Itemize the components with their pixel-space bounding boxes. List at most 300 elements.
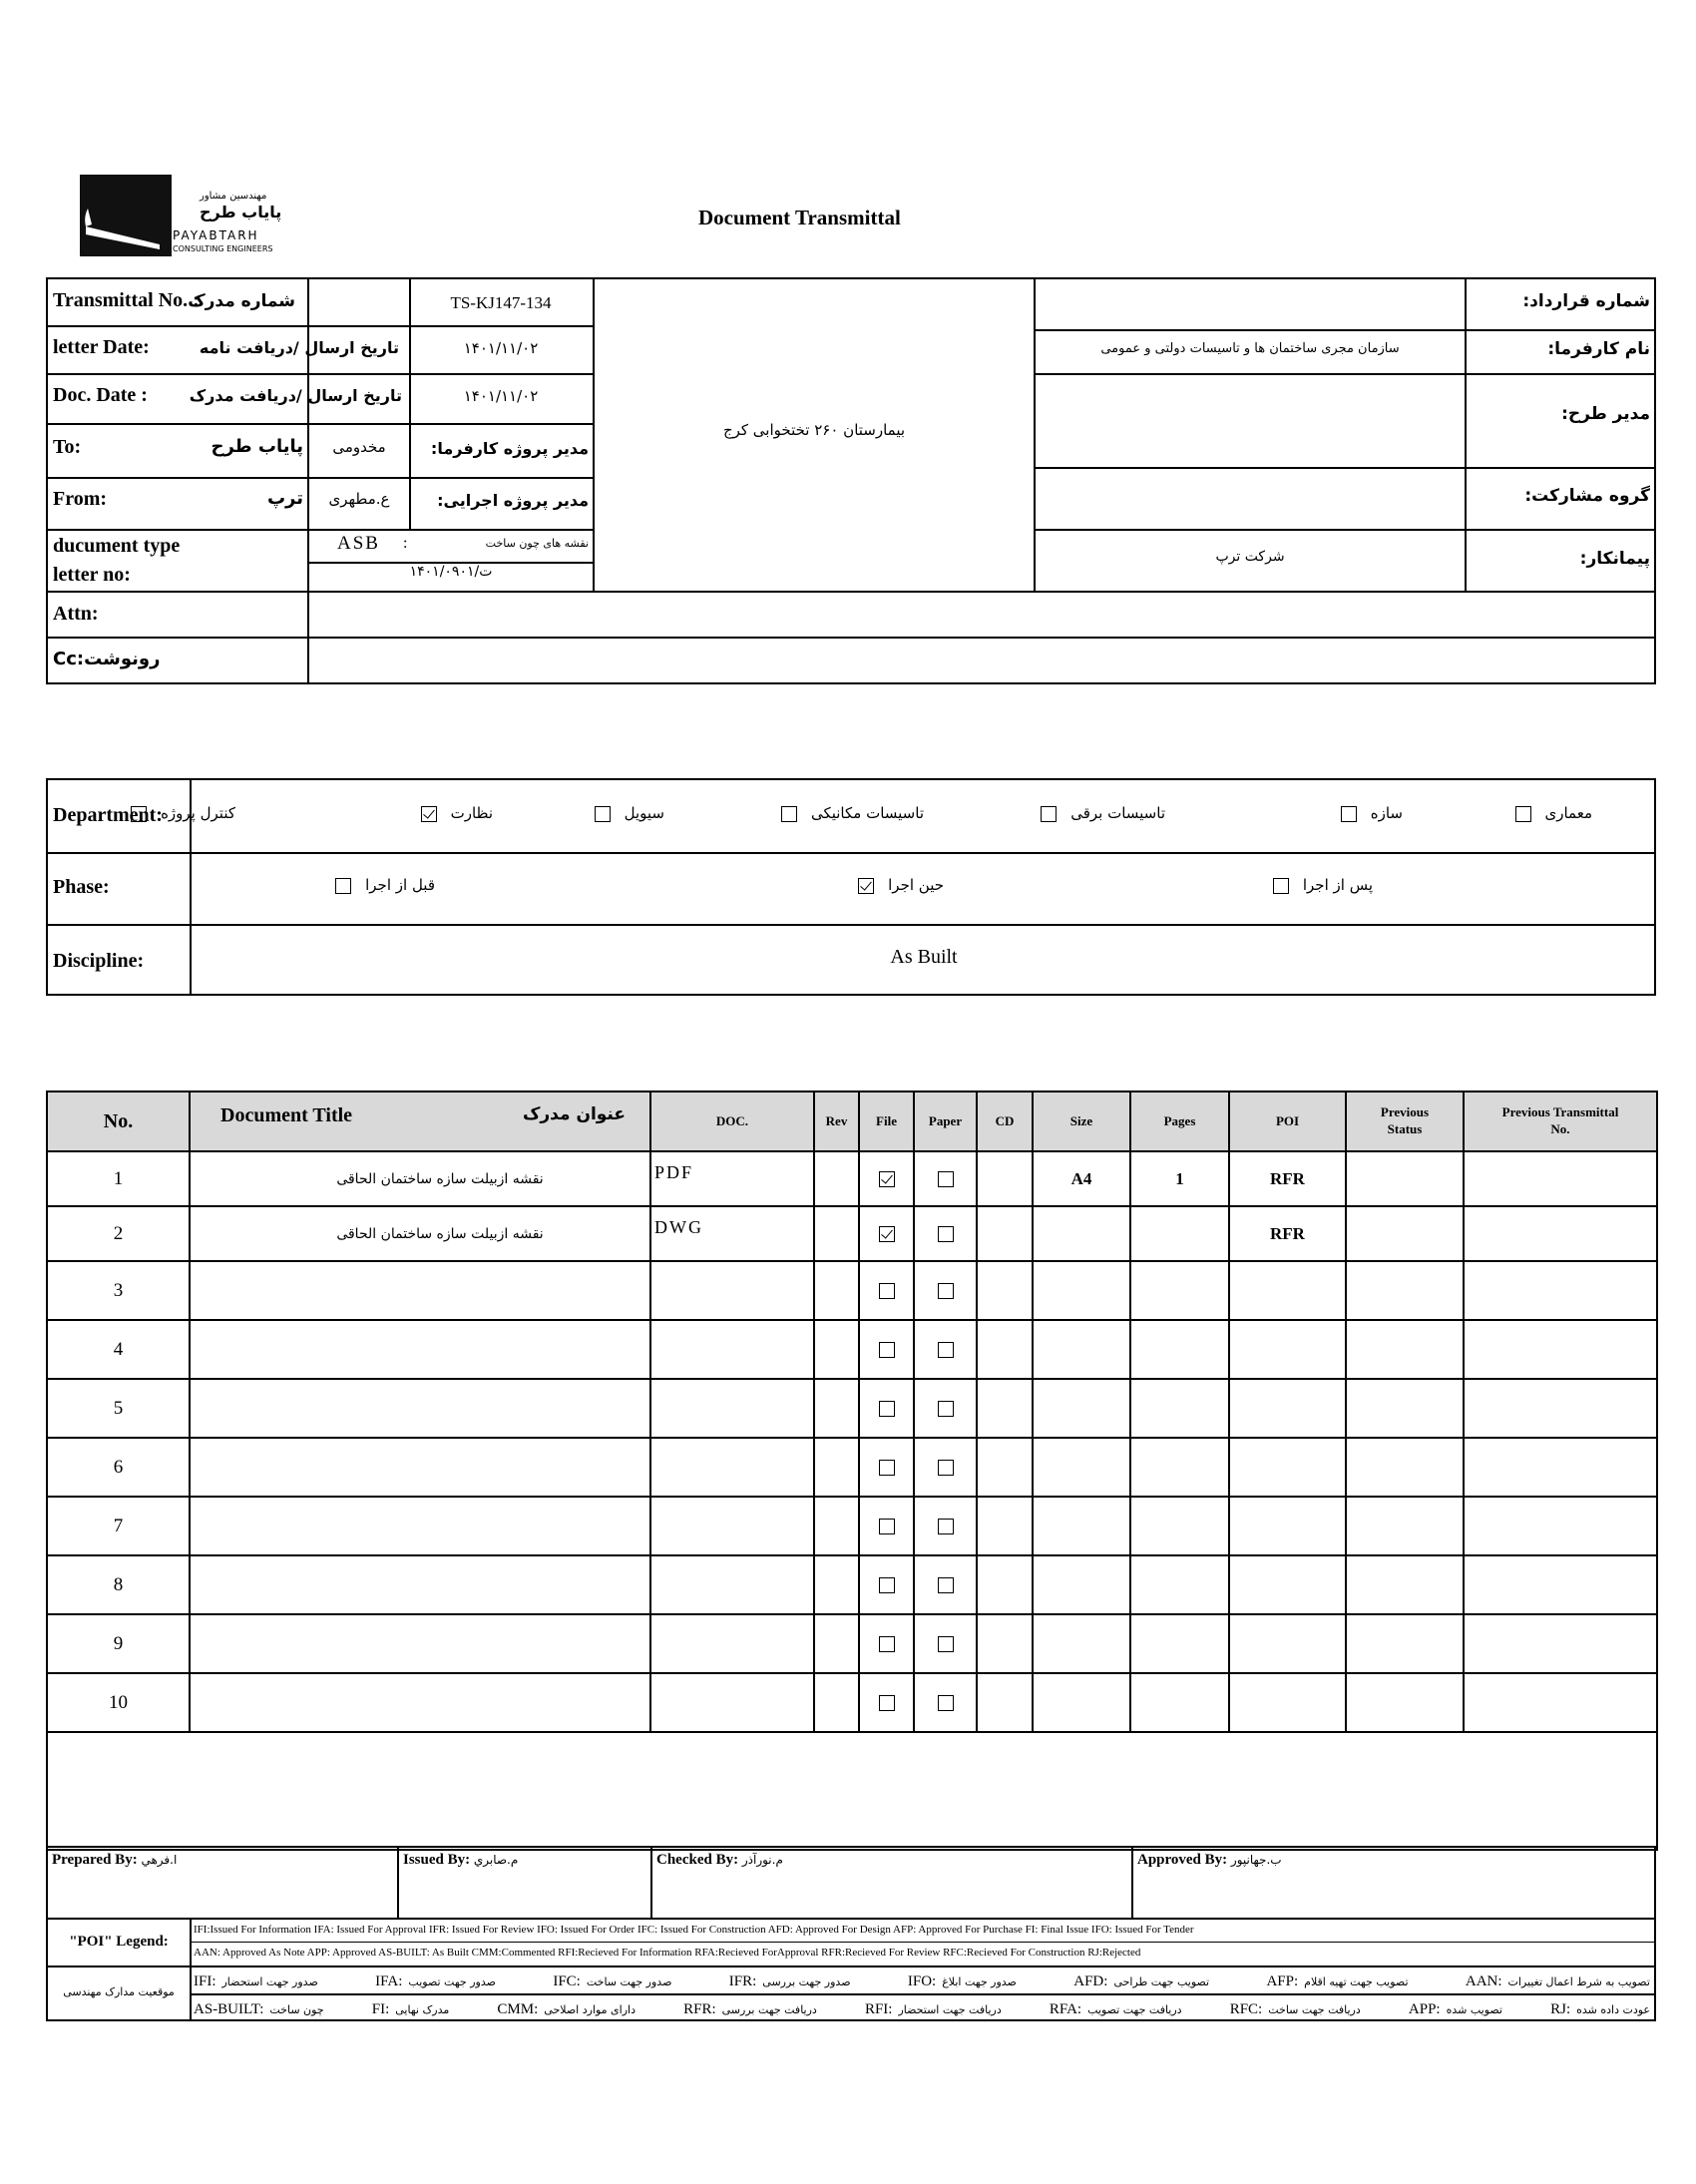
row-rev — [814, 1614, 859, 1673]
row-prev-transmittal — [1464, 1614, 1657, 1673]
row-poi — [1229, 1614, 1346, 1673]
row-poi: RFR — [1229, 1206, 1346, 1261]
row-doc — [650, 1497, 814, 1555]
row-file[interactable] — [859, 1151, 914, 1206]
row-file[interactable] — [859, 1438, 914, 1497]
company-logo — [80, 175, 309, 259]
row-title — [190, 1261, 650, 1320]
col-cd: CD — [977, 1092, 1033, 1151]
row-prev-transmittal — [1464, 1379, 1657, 1438]
row-rev — [814, 1555, 859, 1614]
file-checkbox[interactable] — [879, 1577, 895, 1593]
department-option-label: معماری — [1544, 804, 1592, 822]
row-no: 3 — [47, 1261, 190, 1320]
department-checkbox[interactable] — [595, 806, 611, 822]
row-title: نقشه ازبیلت سازه ساختمان الحاقی — [190, 1206, 650, 1261]
table-row — [47, 1151, 1657, 1206]
row-rev — [814, 1438, 859, 1497]
row-paper[interactable] — [914, 1438, 977, 1497]
row-doc — [650, 1673, 814, 1732]
legend-desc: تصویب به شرط اعمال تغییرات — [1507, 1975, 1650, 1988]
row-pages — [1130, 1206, 1229, 1261]
row-paper[interactable] — [914, 1206, 977, 1261]
legend-item — [908, 1972, 1017, 1990]
legend-desc: دریافت جهت استحضار — [898, 2003, 1002, 2016]
department-label: Department: — [53, 804, 163, 826]
row-prev-transmittal — [1464, 1497, 1657, 1555]
logo-text-fa-small: مهندسین مشاور — [200, 191, 267, 202]
row-file[interactable] — [859, 1555, 914, 1614]
legend-desc: صدور جهت ساخت — [586, 1975, 672, 1988]
legend-code: IFO: — [907, 1973, 937, 1989]
row-rev — [814, 1497, 859, 1555]
row-size — [1033, 1206, 1130, 1261]
row-pages — [1130, 1673, 1229, 1732]
col-prev-status: Previous Status — [1346, 1092, 1464, 1151]
letter-date-value: ۱۴۰۱/۱۱/۰۲ — [463, 339, 539, 357]
legend-code: RFC: — [1229, 2001, 1263, 2017]
letter-no-value: ۱۴۰۱/۰۹۰۱/ت — [409, 564, 493, 580]
row-paper[interactable] — [914, 1673, 977, 1732]
row-pages — [1130, 1555, 1229, 1614]
file-checkbox[interactable] — [879, 1226, 895, 1242]
row-title — [190, 1673, 650, 1732]
legend-desc: صدور جهت ابلاغ — [942, 1975, 1017, 1988]
row-file[interactable] — [859, 1206, 914, 1261]
legend-desc: صدور جهت استحضار — [221, 1975, 318, 1988]
phase-checkbox[interactable] — [1273, 878, 1289, 894]
legend-code: IFA: — [375, 1973, 403, 1989]
row-doc: PDF — [650, 1151, 814, 1206]
department-option-label: تاسیسات برقی — [1070, 804, 1165, 822]
row-poi — [1229, 1555, 1346, 1614]
row-cd — [977, 1320, 1033, 1379]
row-doc — [650, 1555, 814, 1614]
department-checkbox[interactable] — [1041, 806, 1057, 822]
letter-no-label: letter no: — [53, 564, 131, 586]
legend-desc: تصویب شده — [1446, 2003, 1502, 2016]
row-no: 9 — [47, 1614, 190, 1673]
doc-date-label: Doc. Date : — [53, 384, 148, 406]
paper-checkbox[interactable] — [938, 1519, 954, 1534]
row-prev-status — [1346, 1151, 1464, 1206]
paper-checkbox[interactable] — [938, 1226, 954, 1242]
row-no: 2 — [47, 1206, 190, 1261]
row-rev — [814, 1320, 859, 1379]
logo-text-en: PAYABTARH — [173, 228, 259, 242]
row-poi — [1229, 1379, 1346, 1438]
row-cd — [977, 1206, 1033, 1261]
row-title — [190, 1614, 650, 1673]
to-name: مخدومی — [332, 438, 386, 456]
file-checkbox[interactable] — [879, 1519, 895, 1534]
attn-label: Attn: — [53, 603, 99, 625]
phase-option[interactable] — [1273, 876, 1373, 894]
row-file[interactable] — [859, 1614, 914, 1673]
file-checkbox[interactable] — [879, 1401, 895, 1417]
legend-item — [1050, 2000, 1182, 2018]
row-prev-status — [1346, 1673, 1464, 1732]
row-poi — [1229, 1438, 1346, 1497]
col-title — [190, 1092, 650, 1151]
department-checkbox[interactable] — [1515, 806, 1531, 822]
row-cd — [977, 1614, 1033, 1673]
row-pages: 1 — [1130, 1151, 1229, 1206]
doctype-label: ducument type — [53, 535, 181, 557]
row-size — [1033, 1673, 1130, 1732]
col-poi: POI — [1229, 1092, 1346, 1151]
table-row — [47, 1438, 1657, 1497]
table-row — [47, 1614, 1657, 1673]
row-title — [190, 1379, 650, 1438]
signoff-block — [46, 1846, 1656, 1920]
paper-checkbox[interactable] — [938, 1342, 954, 1358]
row-rev — [814, 1673, 859, 1732]
legend-line-1: IFI:Issued For Information IFA: Issued For Approval IFR: Issued For Review IFO: Issued For Order IFC: Issued For Construction AFD: Approved For Design AFP: Approved For Purchase FI: Final Issue IFO: Issued For Tender — [194, 1924, 1194, 1936]
department-option[interactable] — [781, 804, 924, 822]
logo-mark-icon — [80, 175, 172, 256]
issued-by: Issued By: م.صابري — [403, 1852, 519, 1868]
paper-checkbox[interactable] — [938, 1636, 954, 1652]
client-value: سازمان مجری ساختمان ها و تاسیسات دولتی و عمومی — [1100, 341, 1400, 356]
legend-desc: دریافت جهت تصویب — [1087, 2003, 1182, 2016]
letter-date-label-fa: تاریخ ارسال /دریافت نامه — [199, 338, 399, 357]
row-paper[interactable] — [914, 1555, 977, 1614]
legend-item — [375, 1972, 496, 1990]
to-value: پایاب طرح — [211, 436, 303, 457]
row-no: 7 — [47, 1497, 190, 1555]
from-value: ترپ — [266, 488, 303, 509]
row-size — [1033, 1438, 1130, 1497]
row-paper[interactable] — [914, 1261, 977, 1320]
row-no: 5 — [47, 1379, 190, 1438]
row-file[interactable] — [859, 1497, 914, 1555]
row-size — [1033, 1614, 1130, 1673]
row-doc — [650, 1379, 814, 1438]
department-option[interactable] — [595, 804, 664, 822]
checked-by: Checked By: م.نورآذر — [656, 1852, 783, 1868]
legend-item — [1266, 1972, 1408, 1990]
legend-desc: صدور جهت بررسی — [762, 1975, 851, 1988]
row-prev-transmittal — [1464, 1206, 1657, 1261]
table-row — [47, 1555, 1657, 1614]
legend-code: IFC: — [553, 1973, 581, 1989]
file-checkbox[interactable] — [879, 1460, 895, 1476]
row-size — [1033, 1379, 1130, 1438]
row-size — [1033, 1261, 1130, 1320]
row-doc — [650, 1438, 814, 1497]
row-no: 1 — [47, 1151, 190, 1206]
row-cd — [977, 1555, 1033, 1614]
file-checkbox[interactable] — [879, 1342, 895, 1358]
phase-checkbox[interactable] — [858, 878, 874, 894]
legend-code: RFA: — [1049, 2001, 1082, 2017]
row-file[interactable] — [859, 1320, 914, 1379]
partner-group-label: گروه مشارکت: — [1524, 486, 1650, 506]
col-no: No. — [47, 1092, 190, 1151]
row-poi — [1229, 1673, 1346, 1732]
to-role: مدیر پروژه کارفرما: — [430, 439, 589, 458]
row-pages — [1130, 1438, 1229, 1497]
row-no: 10 — [47, 1673, 190, 1732]
row-doc — [650, 1614, 814, 1673]
row-poi — [1229, 1497, 1346, 1555]
header-block — [46, 277, 1656, 684]
legend-desc: دارای موارد اصلاحی — [544, 2003, 636, 2016]
department-option[interactable] — [1341, 804, 1403, 822]
phase-option[interactable] — [858, 876, 944, 894]
table-header-row — [47, 1092, 1657, 1151]
legend-item — [1550, 2000, 1650, 2018]
table-row — [47, 1206, 1657, 1261]
department-option[interactable] — [1041, 804, 1165, 822]
transmittal-no-label-fa: شماره مدرک — [188, 291, 295, 311]
legend-desc: دریافت جهت ساخت — [1268, 2003, 1361, 2016]
row-no: 4 — [47, 1320, 190, 1379]
table-row — [47, 1497, 1657, 1555]
row-prev-status — [1346, 1555, 1464, 1614]
file-checkbox[interactable] — [879, 1636, 895, 1652]
row-prev-status — [1346, 1497, 1464, 1555]
row-paper[interactable] — [914, 1151, 977, 1206]
legend-code: RJ: — [1550, 2001, 1571, 2017]
phase-option[interactable] — [335, 876, 435, 894]
logo-text-fa: پایاب طرح — [200, 203, 282, 221]
row-title — [190, 1497, 650, 1555]
row-file[interactable] — [859, 1379, 914, 1438]
row-cd — [977, 1261, 1033, 1320]
row-prev-transmittal — [1464, 1151, 1657, 1206]
row-prev-status — [1346, 1261, 1464, 1320]
client-label: نام کارفرما: — [1547, 339, 1650, 359]
row-title — [190, 1438, 650, 1497]
legend-code: AAN: — [1465, 1973, 1502, 1989]
phase-option-label: حین اجرا — [888, 876, 944, 894]
department-option[interactable] — [131, 804, 235, 822]
row-rev — [814, 1379, 859, 1438]
row-title — [190, 1320, 650, 1379]
legend-desc: صدور جهت تصویب — [408, 1975, 496, 1988]
contractor-value: شرکت ترپ — [1215, 549, 1285, 565]
paper-checkbox[interactable] — [938, 1577, 954, 1593]
row-file[interactable] — [859, 1673, 914, 1732]
row-title — [190, 1555, 650, 1614]
legend-item — [729, 1972, 851, 1990]
legend-item — [194, 1972, 318, 1990]
row-paper[interactable] — [914, 1497, 977, 1555]
row-prev-status — [1346, 1320, 1464, 1379]
department-option[interactable] — [421, 804, 493, 822]
department-option-label: کنترل پروژه — [161, 804, 235, 822]
legend-desc: تصویب جهت طراحی — [1113, 1975, 1210, 1988]
row-no: 8 — [47, 1555, 190, 1614]
legend-block — [46, 1918, 1656, 2021]
doc-date-value: ۱۴۰۱/۱۱/۰۲ — [463, 387, 539, 405]
legend-item — [194, 2000, 324, 2018]
discipline-value: As Built — [890, 946, 958, 968]
row-rev — [814, 1151, 859, 1206]
paper-checkbox[interactable] — [938, 1695, 954, 1711]
legend-desc: دریافت جهت بررسی — [721, 2003, 817, 2016]
paper-checkbox[interactable] — [938, 1283, 954, 1299]
row-prev-status — [1346, 1206, 1464, 1261]
doctype-fa: نقشه های چون ساخت — [485, 537, 589, 550]
from-label: From: — [53, 488, 108, 510]
phase-option-label: پس از اجرا — [1302, 876, 1373, 894]
department-option-label: نظارت — [450, 804, 493, 822]
col-pages: Pages — [1130, 1092, 1229, 1151]
row-size — [1033, 1320, 1130, 1379]
table-row — [47, 1320, 1657, 1379]
row-prev-transmittal — [1464, 1320, 1657, 1379]
department-block — [46, 778, 1656, 996]
row-poi — [1229, 1320, 1346, 1379]
doc-date-label-fa: تاریخ ارسال /دریافت مدرک — [189, 386, 402, 405]
legend-item — [497, 2000, 636, 2018]
from-name: ع.مطهری — [328, 490, 390, 508]
legend-code: APP: — [1408, 2001, 1441, 2017]
department-option-label: تاسیسات مکانیکی — [810, 804, 924, 822]
legend-code: AFP: — [1266, 1973, 1299, 1989]
row-pages — [1130, 1614, 1229, 1673]
row-pages — [1130, 1261, 1229, 1320]
row-poi: RFR — [1229, 1151, 1346, 1206]
table-row — [47, 1261, 1657, 1320]
row-prev-transmittal — [1464, 1673, 1657, 1732]
paper-checkbox[interactable] — [938, 1460, 954, 1476]
notes-row — [47, 1732, 1657, 1850]
row-rev — [814, 1206, 859, 1261]
legend-item — [372, 2000, 450, 2018]
cc-label: Cc:رونوشت — [53, 649, 161, 669]
legend-code: AFD: — [1073, 1973, 1108, 1989]
row-paper[interactable] — [914, 1614, 977, 1673]
legend-item — [1466, 1972, 1650, 1990]
legend-item — [1230, 2000, 1361, 2018]
document-title: Document Transmittal — [698, 206, 901, 229]
from-role: مدیر پروژه اجرایی: — [437, 491, 589, 510]
col-prev-transmittal: Previous Transmittal No. — [1464, 1092, 1657, 1151]
row-doc: DWG — [650, 1206, 814, 1261]
transmittal-no-label: Transmittal No. : — [53, 289, 200, 311]
row-no: 6 — [47, 1438, 190, 1497]
legend-status-label: موقعیت مدارک مهندسی — [63, 1985, 175, 1998]
row-size — [1033, 1497, 1130, 1555]
legend-code: IFR: — [728, 1973, 757, 1989]
doctype-colon: : — [403, 535, 408, 552]
row-title: نقشه ازبیلت سازه ساختمان الحاقی — [190, 1151, 650, 1206]
row-doc — [650, 1320, 814, 1379]
row-size — [1033, 1555, 1130, 1614]
row-rev — [814, 1261, 859, 1320]
department-option[interactable] — [1515, 804, 1593, 822]
poi-legend-label: "POI" Legend: — [69, 1934, 169, 1950]
row-cd — [977, 1379, 1033, 1438]
legend-item — [1409, 2000, 1502, 2018]
approved-by: Approved By: ب.جهانپور — [1137, 1852, 1282, 1868]
table-row — [47, 1379, 1657, 1438]
phase-option-label: قبل از اجرا — [365, 876, 435, 894]
row-cd — [977, 1151, 1033, 1206]
doctype-code: ASB — [337, 533, 380, 554]
project-name: بیمارستان ۲۶۰ تختخوابی کرج — [722, 421, 906, 439]
row-cd — [977, 1438, 1033, 1497]
legend-item — [865, 2000, 1002, 2018]
letter-date-label: letter Date: — [53, 336, 150, 358]
legend-code: RFR: — [683, 2001, 716, 2017]
file-checkbox[interactable] — [879, 1695, 895, 1711]
paper-checkbox[interactable] — [938, 1401, 954, 1417]
row-prev-status — [1346, 1379, 1464, 1438]
row-paper[interactable] — [914, 1320, 977, 1379]
department-option-label: سیویل — [624, 804, 664, 822]
legend-desc: تصویب جهت تهیه اقلام — [1304, 1975, 1409, 1988]
legend-desc: چون ساخت — [269, 2003, 324, 2016]
file-checkbox[interactable] — [879, 1171, 895, 1187]
legend-line-2: AAN: Approved As Note APP: Approved AS-BUILT: As Built CMM:Commented RFI:Recieved For Information RFA:Recieved ForApproval RFR:Recieved For Review RFC:Recieved For Construction RJ:Rejected — [194, 1947, 1141, 1959]
paper-checkbox[interactable] — [938, 1171, 954, 1187]
row-prev-status — [1346, 1438, 1464, 1497]
row-file[interactable] — [859, 1261, 914, 1320]
col-doc: DOC. — [650, 1092, 814, 1151]
table-row — [47, 1673, 1657, 1732]
department-option-label: سازه — [1370, 804, 1403, 822]
contractor-label: پیمانکار: — [1579, 549, 1650, 569]
legend-code: AS-BUILT: — [194, 2001, 264, 2017]
legend-item — [683, 2000, 817, 2018]
legend-item — [553, 1972, 671, 1990]
phase-checkbox[interactable] — [335, 878, 351, 894]
row-prev-transmittal — [1464, 1438, 1657, 1497]
document-table — [46, 1091, 1658, 1851]
row-prev-transmittal — [1464, 1261, 1657, 1320]
department-checkbox[interactable] — [1341, 806, 1357, 822]
col-title-fa: عنوان مدرک — [522, 1104, 626, 1124]
row-pages — [1130, 1320, 1229, 1379]
to-label: To: — [53, 436, 82, 458]
department-checkbox[interactable] — [131, 806, 147, 822]
row-prev-transmittal — [1464, 1555, 1657, 1614]
col-rev: Rev — [814, 1092, 859, 1151]
design-manager-label: مدیر طرح: — [1561, 404, 1650, 424]
row-cd — [977, 1673, 1033, 1732]
phase-label: Phase: — [53, 876, 110, 898]
legend-code: IFI: — [194, 1973, 216, 1989]
col-title-en: Document Title — [220, 1104, 353, 1126]
discipline-label: Discipline: — [53, 950, 145, 972]
department-checkbox[interactable] — [421, 806, 437, 822]
legend-item — [1073, 1972, 1209, 1990]
legend-desc: مدرک نهایی — [395, 2003, 450, 2016]
col-file: File — [859, 1092, 914, 1151]
row-pages — [1130, 1379, 1229, 1438]
legend-code: CMM: — [497, 2001, 539, 2017]
col-size: Size — [1033, 1092, 1130, 1151]
row-doc — [650, 1261, 814, 1320]
prepared-by: Prepared By: ا.فرهي — [52, 1852, 178, 1868]
department-checkbox[interactable] — [781, 806, 797, 822]
contract-no-label: شماره قرارداد: — [1522, 291, 1650, 311]
row-paper[interactable] — [914, 1379, 977, 1438]
row-pages — [1130, 1497, 1229, 1555]
transmittal-no-value: TS-KJ147-134 — [450, 293, 552, 312]
row-poi — [1229, 1261, 1346, 1320]
legend-desc: عودت داده شده — [1576, 2003, 1650, 2016]
legend-code: RFI: — [864, 2001, 893, 2017]
row-size: A4 — [1033, 1151, 1130, 1206]
file-checkbox[interactable] — [879, 1283, 895, 1299]
logo-subtext-en: CONSULTING ENGINEERS — [173, 244, 273, 253]
